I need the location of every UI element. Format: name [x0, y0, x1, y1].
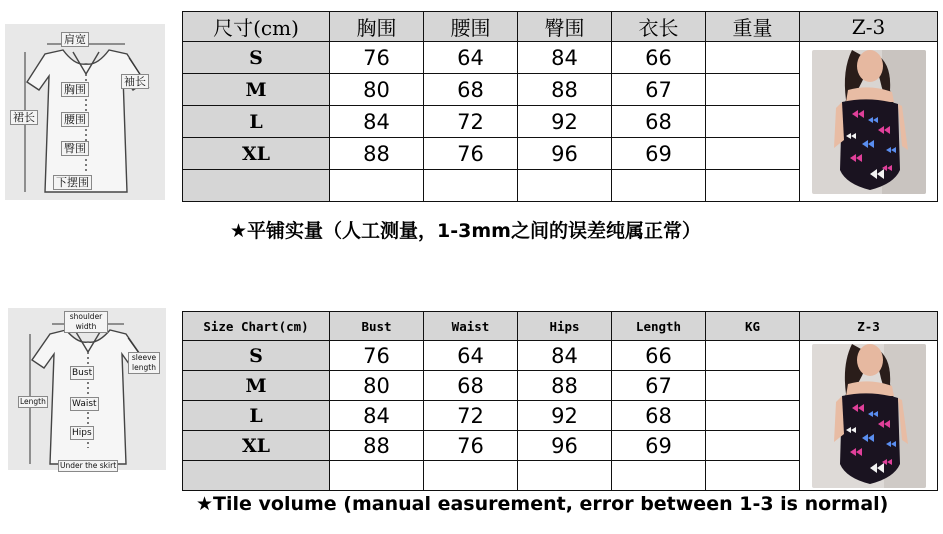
empty-cell — [706, 106, 800, 138]
table-row — [183, 341, 938, 371]
size-cell: L — [183, 401, 330, 431]
empty-cell — [706, 42, 800, 74]
empty-cell — [612, 170, 706, 202]
value-cell: 72 — [424, 401, 518, 431]
value-cell: 96 — [518, 431, 612, 461]
empty-cell — [706, 170, 800, 202]
size-cell: L — [183, 106, 330, 138]
product-photo-cell — [800, 42, 938, 202]
header-model: Z-3 — [800, 12, 938, 42]
empty-cell — [706, 138, 800, 170]
value-cell: 80 — [330, 371, 424, 401]
value-cell: 69 — [612, 431, 706, 461]
size-chart-cn — [0, 0, 943, 260]
size-cell — [183, 170, 330, 202]
header-length: Length — [612, 312, 706, 341]
size-cell: M — [183, 74, 330, 106]
empty-cell — [612, 461, 706, 491]
value-cell: 92 — [518, 106, 612, 138]
empty-cell — [706, 461, 800, 491]
product-photo-cell — [800, 341, 938, 491]
header-length: 衣长 — [612, 12, 706, 42]
value-cell: 68 — [424, 74, 518, 106]
product-photo — [812, 50, 926, 194]
value-cell: 76 — [330, 42, 424, 74]
value-cell: 69 — [612, 138, 706, 170]
value-cell: 76 — [424, 431, 518, 461]
size-cell: XL — [183, 138, 330, 170]
size-cell: XL — [183, 431, 330, 461]
value-cell: 84 — [518, 42, 612, 74]
empty-cell — [706, 74, 800, 106]
header-model: Z-3 — [800, 312, 938, 341]
value-cell: 96 — [518, 138, 612, 170]
value-cell: 84 — [518, 341, 612, 371]
sleeve-label: sleeve length — [128, 352, 160, 374]
garment-diagram — [5, 24, 165, 200]
value-cell: 64 — [424, 341, 518, 371]
value-cell: 68 — [612, 401, 706, 431]
measurement-note-en: ★Tile volume (manual easurement, error between 1-3 is normal) — [196, 493, 889, 515]
sleeve-label: 袖长 — [121, 74, 149, 89]
garment-diagram — [8, 308, 166, 470]
value-cell: 92 — [518, 401, 612, 431]
empty-cell — [706, 401, 800, 431]
bust-label: 胸围 — [61, 82, 89, 97]
bust-label: Bust — [72, 368, 93, 378]
shoulder-label: shoulder width — [64, 311, 108, 333]
header-waist: Waist — [424, 312, 518, 341]
table-row — [183, 42, 938, 74]
header-hips: 臀围 — [518, 12, 612, 42]
header-size: 尺寸(cm) — [183, 12, 330, 42]
value-cell: 84 — [330, 401, 424, 431]
value-cell: 88 — [330, 138, 424, 170]
size-cell: M — [183, 371, 330, 401]
size-table-cn — [182, 11, 938, 202]
size-cell: S — [183, 341, 330, 371]
value-cell: 67 — [612, 74, 706, 106]
value-cell: 88 — [518, 74, 612, 106]
value-cell: 88 — [518, 371, 612, 401]
length-label: 裙长 — [10, 110, 38, 125]
empty-cell — [706, 371, 800, 401]
header-hips: Hips — [518, 312, 612, 341]
empty-cell — [518, 170, 612, 202]
empty-cell — [706, 341, 800, 371]
waist-label: Waist — [72, 399, 97, 409]
value-cell: 66 — [612, 341, 706, 371]
measurement-note: ★平铺实量（人工测量，1-3mm之间的误差纯属正常） — [230, 220, 701, 242]
hem-label: 下摆围 — [53, 175, 92, 190]
value-cell: 84 — [330, 106, 424, 138]
header-bust: Bust — [330, 312, 424, 341]
size-table-en — [182, 311, 938, 491]
value-cell: 67 — [612, 371, 706, 401]
value-cell: 80 — [330, 74, 424, 106]
hips-label: Hips — [72, 428, 92, 438]
product-photo — [812, 344, 926, 488]
size-cell: S — [183, 42, 330, 74]
value-cell: 76 — [330, 341, 424, 371]
empty-cell — [330, 170, 424, 202]
header-size: Size Chart(cm) — [183, 312, 330, 341]
value-cell: 68 — [424, 371, 518, 401]
empty-cell — [424, 461, 518, 491]
header-waist: 腰围 — [424, 12, 518, 42]
shoulder-label: 肩宽 — [61, 32, 89, 47]
value-cell: 76 — [424, 138, 518, 170]
value-cell: 72 — [424, 106, 518, 138]
header-weight: KG — [706, 312, 800, 341]
hem-label: Under the skirt — [60, 461, 117, 470]
empty-cell — [706, 431, 800, 461]
size-cell — [183, 461, 330, 491]
value-cell: 66 — [612, 42, 706, 74]
hips-label: 臀围 — [61, 141, 89, 156]
length-label: Length — [20, 397, 46, 406]
header-weight: 重量 — [706, 12, 800, 42]
value-cell: 64 — [424, 42, 518, 74]
header-bust: 胸围 — [330, 12, 424, 42]
empty-cell — [424, 170, 518, 202]
waist-label: 腰围 — [61, 112, 89, 127]
empty-cell — [330, 461, 424, 491]
empty-cell — [518, 461, 612, 491]
value-cell: 68 — [612, 106, 706, 138]
value-cell: 88 — [330, 431, 424, 461]
